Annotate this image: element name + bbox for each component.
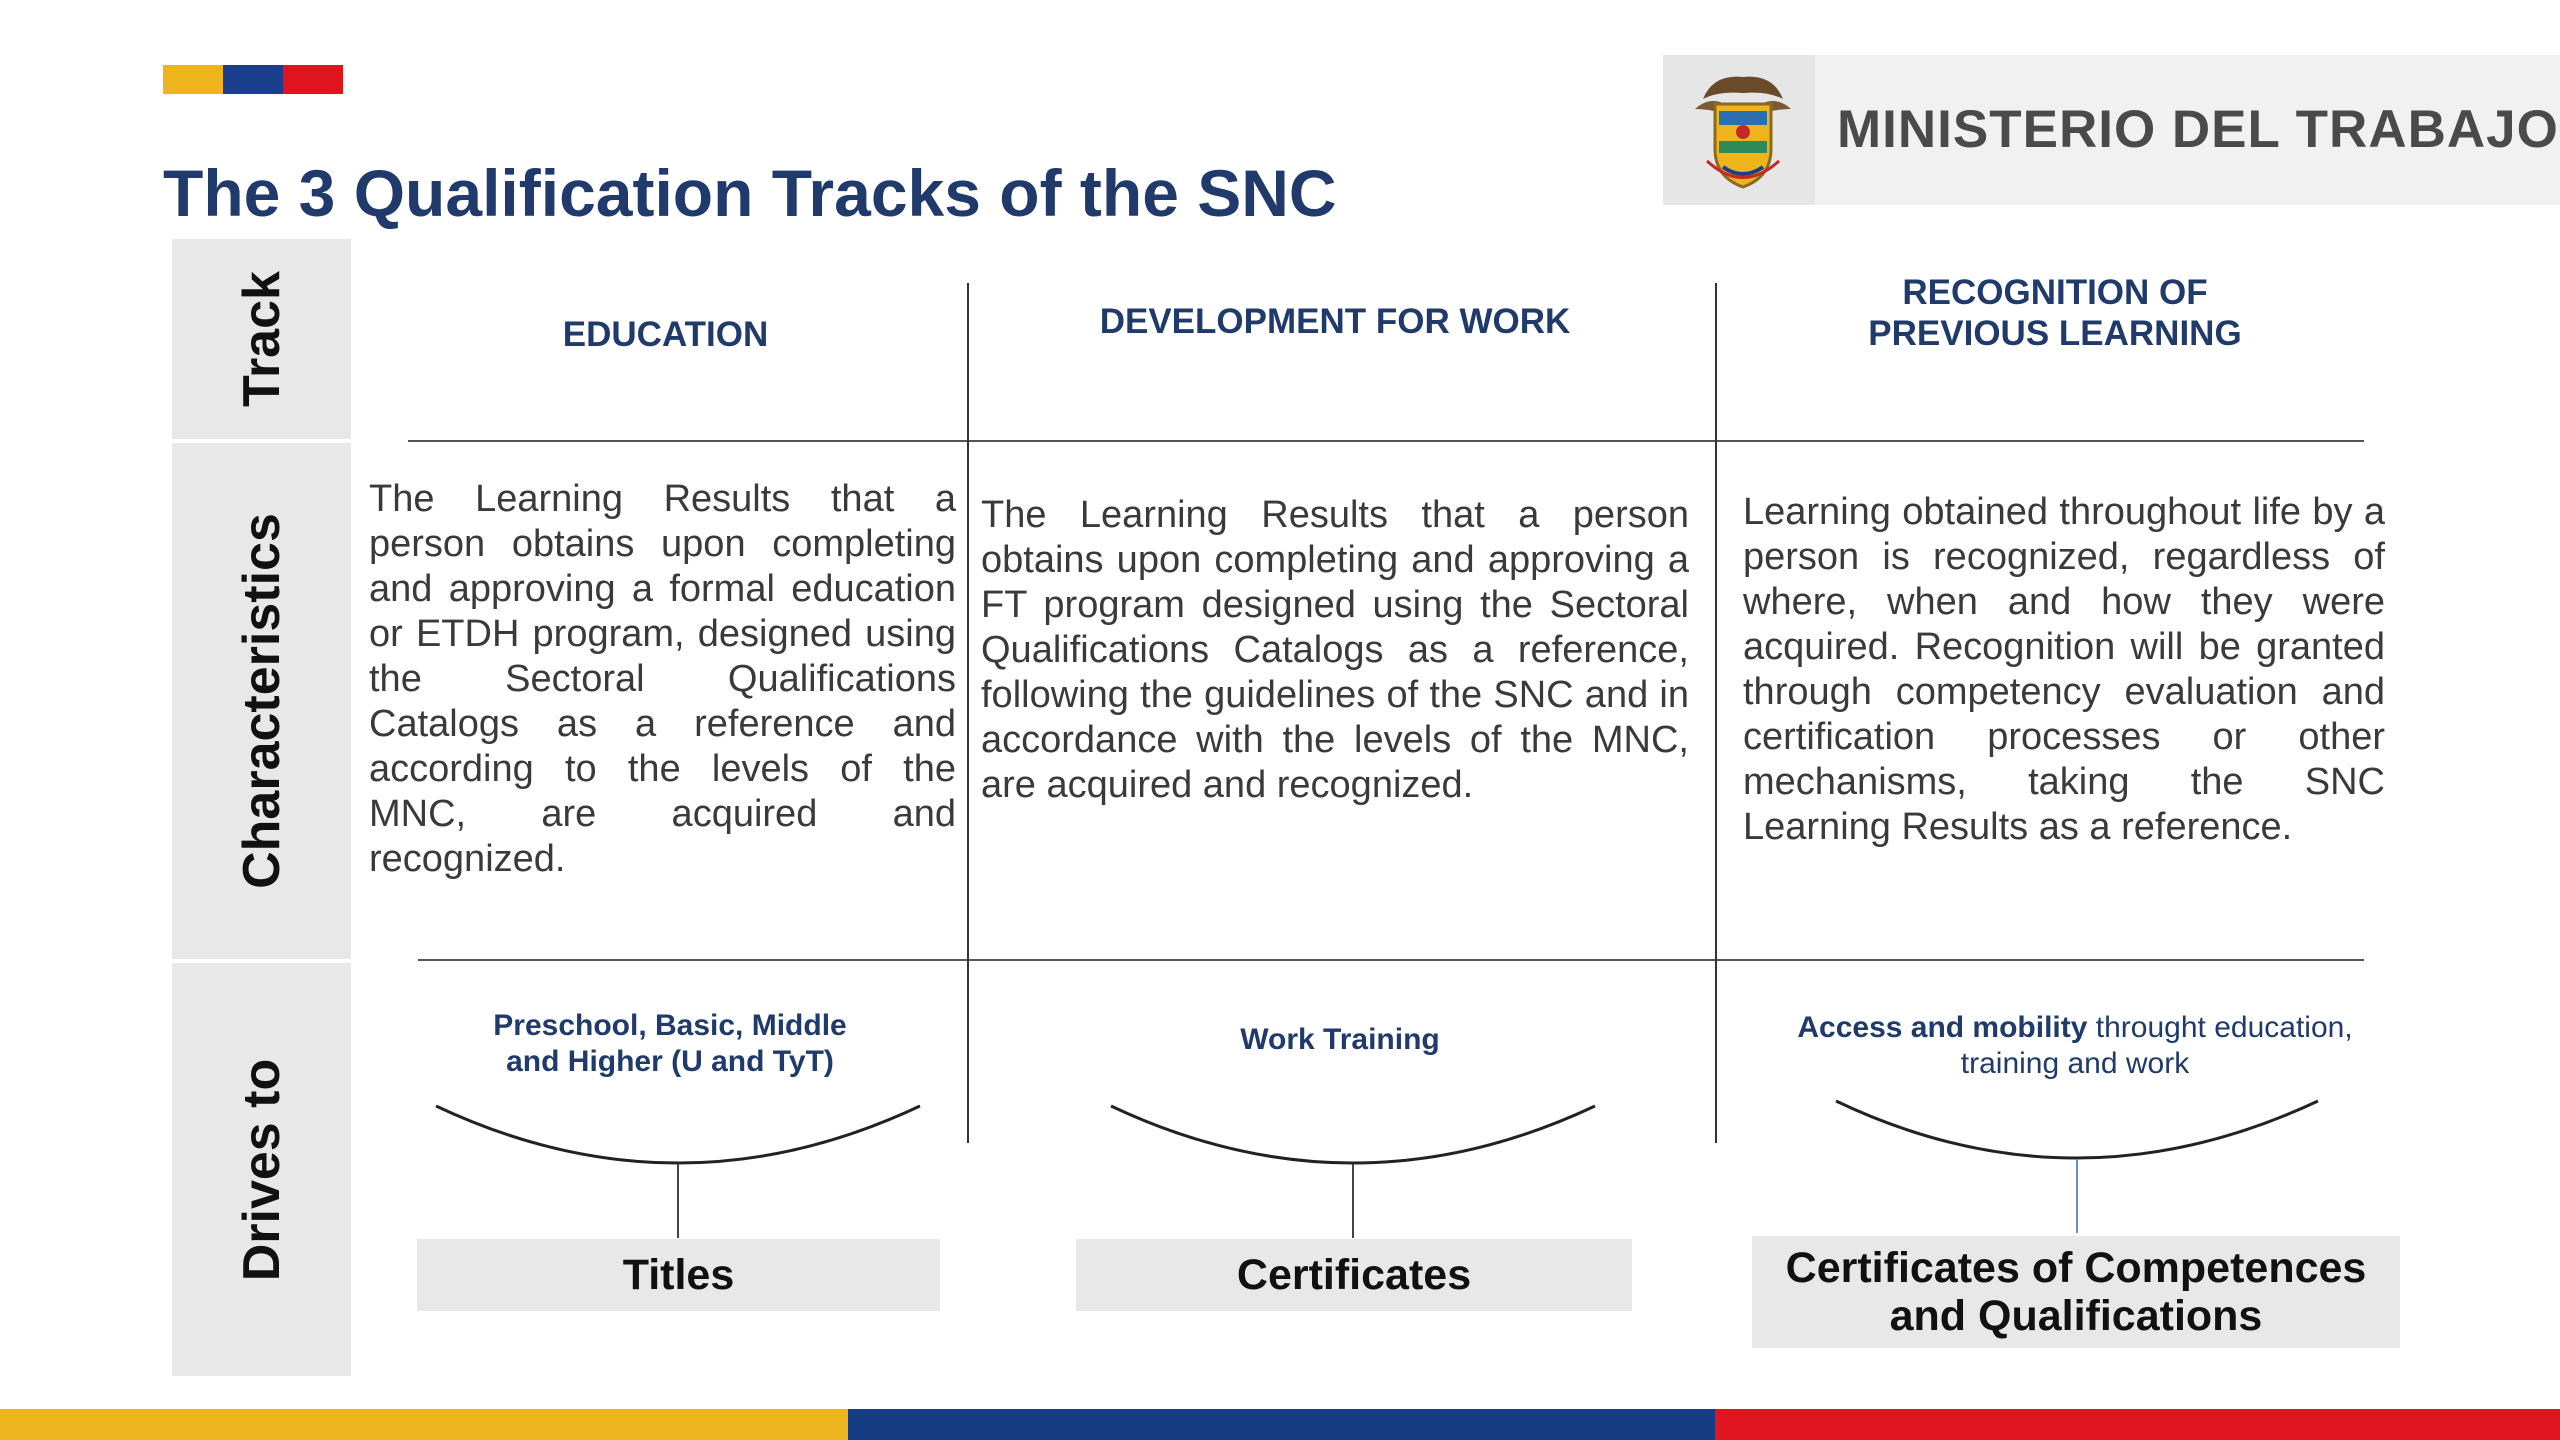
result-certificates-competences: Certificates of Competences and Qualifications [1752, 1236, 2400, 1348]
grid-divider-2 [1715, 283, 1717, 1143]
footer-stripe-blue [848, 1409, 1715, 1440]
flag-stripe-blue [223, 65, 283, 94]
characteristics-development: The Learning Results that a person obtains upon completing and approving a FT program designed using the Sectoral Qualifications Catalogs as a reference, following the guidelines of the SNC and in accordance with the levels of the MNC, are acquired and recognized. [981, 494, 1689, 806]
ministry-name: MINISTERIO DEL TRABAJO [1837, 100, 2559, 159]
track-header-development: DEVELOPMENT FOR WORK [1099, 302, 1571, 341]
footer-stripe-yellow [0, 1409, 848, 1440]
drives-to-education: Preschool, Basic, Middle and Higher (U and TyT) [493, 1009, 847, 1078]
row-labels [172, 239, 351, 1376]
row-label-track-cell [172, 239, 351, 439]
brace-development [1105, 1100, 1605, 1240]
footer-stripe-red [1715, 1409, 2560, 1440]
flag-stripe-yellow [163, 65, 223, 94]
grid-line-characteristics [418, 959, 2364, 961]
characteristics-recognition: Learning obtained throughout life by a person is recognized, regardless of where, when and how they were acquired. Recognition will be granted through competency evaluation and certification processes or other mechanisms, taking the SNC Learning Results as a reference. [1743, 491, 2385, 848]
grid-line-track [408, 440, 2364, 442]
drives-to-development: Work Training [1240, 1023, 1440, 1056]
row-label-characteristics: Characteristics [232, 513, 291, 889]
coat-of-arms-icon [1693, 69, 1793, 194]
ministry-logo [1663, 55, 2560, 205]
page-title: The 3 Qualification Tracks of the SNC [163, 156, 1337, 230]
result-titles: Titles [417, 1239, 940, 1311]
characteristics-education: The Learning Results that a person obtains upon completing and approving a formal education or ETDH program, designed using the Sectoral Qualifications Catalogs as a reference and according to the levels of the MNC, are acquired and recognized. [369, 478, 956, 880]
drives-to-recognition: Access and mobility throught education, training and work [1797, 1011, 2353, 1080]
row-label-characteristics-cell [172, 443, 351, 959]
track-header-education: EDUCATION [562, 315, 769, 354]
brace-education [430, 1100, 930, 1240]
grid-divider-1 [967, 283, 969, 1143]
flag-stripe-red [283, 65, 343, 94]
row-label-drives-to: Drives to [232, 1058, 291, 1281]
result-certificates: Certificates [1076, 1239, 1632, 1311]
track-header-recognition: RECOGNITION OF PREVIOUS LEARNING [1868, 273, 2242, 353]
row-label-track: Track [232, 271, 291, 407]
brace-recognition [1830, 1095, 2330, 1235]
row-label-drives-cell [172, 963, 351, 1376]
